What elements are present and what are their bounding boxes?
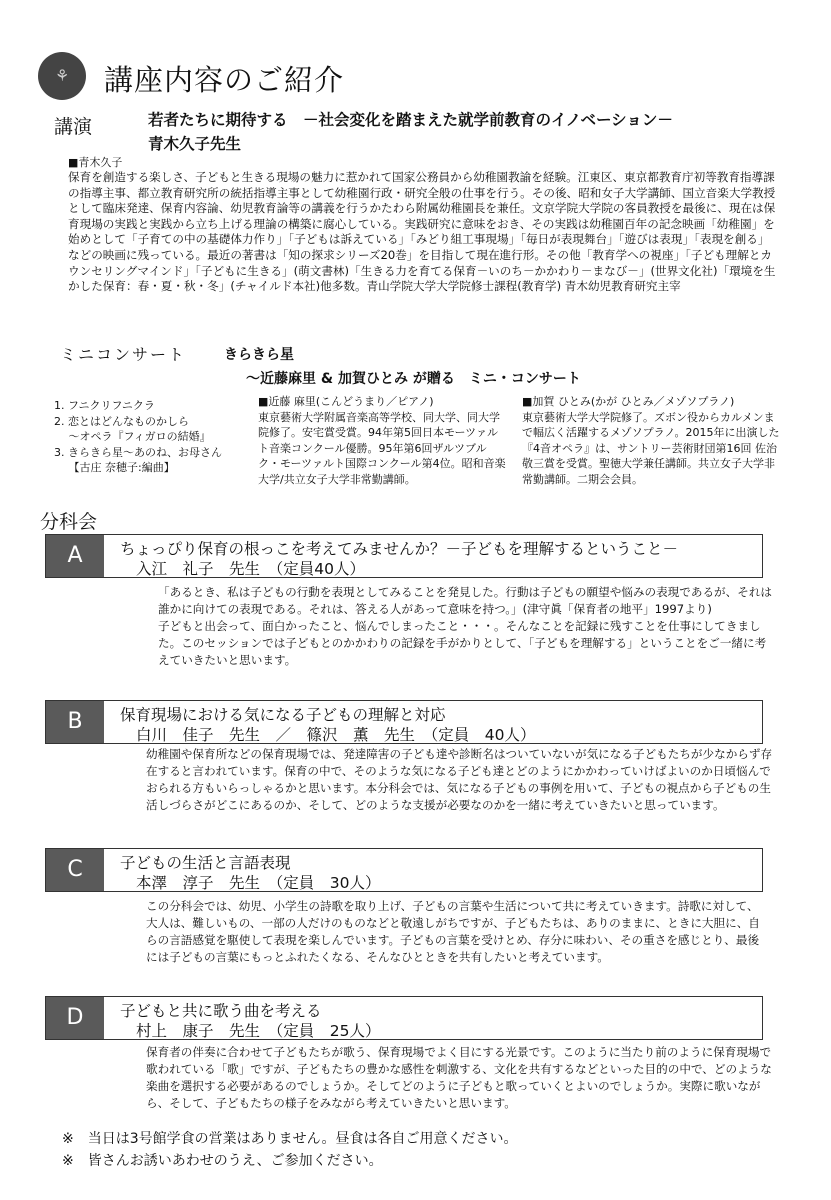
performer-mezzo	[522, 394, 784, 487]
concert-program	[54, 398, 254, 476]
sessions-label: 分科会	[40, 511, 98, 533]
program-item: ～オペラ『フィガロの結婚』	[54, 430, 211, 443]
program-item: 2. 恋とはどんなものかしら	[54, 414, 189, 428]
session-leader: 入江 礼子 先生 （定員40人）	[136, 560, 365, 578]
header-badge-icon: ⚘	[38, 52, 86, 100]
page-title: 講座内容のご紹介	[104, 63, 345, 97]
session-a-description: 「あるとき、私は子どもの行動を表現としてみることを発見した。行動は子どもの願望や悩みの表現であるが、それは誰かに向けての表現である。それは、答える人があって意味を持つ。」(津守眞「保育者の地平」1997より) 子どもと出会って、面白かったこと、悩んでしまったこと・・・。そんなことを記録に残すことを仕事にしてきました。このセッションでは子どもとのかかわりの記録を手がかりとして、「子どもを理解する」ということをご一緒に考えていきたいと思います。	[158, 585, 773, 667]
lecture-title: 若者たちに期待する －社会変化を踏まえた就学前教育のイノベーション－	[148, 111, 673, 129]
session-d-header	[45, 996, 763, 1040]
lecture-label: 講演	[54, 116, 93, 138]
concert-title: きらきら星	[224, 347, 294, 363]
note-invite: ※ 皆さんお誘いあわせのうえ、ご参加ください。	[62, 1153, 383, 1169]
session-b-description: 幼稚園や保育所などの保育現場では、発達障害の子ども達や診断名はついていないが気になる子どもたちが少なからず存在すると言われています。保育の中で、そのような気になる子ども達とどのようにかかわっていけばよいのか日頃悩んでおられる方もいらっしゃるかと思います。本分科会では、気になる子どもの事例を用いて、子どもの視点から子どもの生活しづらさがどこにあるのか、そして、どのような支援が必要なのかを一緒に考えていきたいと思っています。	[146, 747, 773, 812]
session-title: 子どもと共に歌う曲を考える	[120, 1002, 322, 1020]
lecture-speaker: 青木久子先生	[148, 135, 242, 153]
program-item: 【古庄 奈穂子:編曲】	[54, 461, 175, 474]
session-letter: A	[46, 535, 104, 577]
session-leader: 村上 康子 先生 （定員 25人）	[136, 1022, 381, 1040]
performer-bio: 東京藝術大学大学院修了。ズボン役からカルメンまで幅広く活躍するメゾソプラノ。2015年に出演した『4音オペラ』は、サントリー芸術財団第16回 佐治敬三賞を受賞。聖徳大学兼任講師。共立女子大学非常勤講師。二期会会員。	[522, 410, 780, 486]
session-b-header	[45, 700, 763, 744]
session-d-description: 保育者の伴奏に合わせて子どもたちが歌う、保育現場でよく目にする光景です。このように当たり前のように保育現場で歌われている「歌」ですが、子どもたちの豊かな感性を刺激する、文化を共有するなどといった目的の中で、どのような楽曲を選択する必要があるのでしょうか。そしてどのように子どもと歌っていくとよいのでしょうか。実際に歌いながら、そして、子どもたちの様子をみながら考えていきたいと思います。	[146, 1045, 772, 1110]
concert-subtitle: ～近藤麻里 & 加賀ひとみ が贈る ミニ・コンサート	[246, 371, 581, 387]
concert-label: ミニコンサート	[60, 345, 187, 364]
performer-heading: ■加賀 ひとみ(かが ひとみ／メゾソプラノ)	[522, 395, 735, 408]
program-item: 3. きらきら星～あのね、お母さん	[54, 445, 222, 459]
session-letter: D	[46, 997, 104, 1039]
session-a-header	[45, 534, 763, 578]
performer-bio: 東京藝術大学附属音楽高等学校、同大学、同大学院修了。安宅賞受賞。94年第5回日本モーツァルト音楽コンクール優勝。95年第6回ザルツブルク・モーツァルト国際コンクール第4位。昭和音楽大学/共立女子大学非常勤講師。	[258, 410, 506, 486]
session-title: 子どもの生活と言語表現	[120, 854, 291, 872]
session-letter: B	[46, 701, 104, 743]
session-c-header	[45, 848, 763, 892]
speaker-bio: 保育を創造する楽しさ、子どもと生きる現場の魅力に惹かれて国家公務員から幼稚園教諭を経験。江東区、東京都教育庁初等教育指導課の指導主事、都立教育研究所の統括指導主事として幼稚園行政・研究全般の仕事を行う。その後、昭和女子大学講師、国立音楽大学教授として臨床発達、保育内容論、幼児教育論等の講義を行うかたわら附属幼稚園長を兼任。文京学院大学院の客員教授を最後に、現在は保育現場の実践と実践から立ち上げる理論の構築に腐心している。実践研究に意味をおき、その実践は幼稚園百年の記念映画「幼稚園」を始めとして「子育ての中の基礎体力作り」「子どもは訴えている」「みどり組工事現場」「毎日が表現舞台」「遊びは表現」「表現を創る」などの映画に残っている。最近の著書は「知の探求シリーズ20巻」を目指して現在進行形。その他「教育学への視座」「子ども理解とカウンセリングマインド」「子どもに生きる」(萌文書林)「生きる力を育てる保育－いのち－かかわり－まなび－」(世界文化社)「環境を生かした保育：春・夏・秋・冬」(チャイルド本社)他多数。青山学院大学大学院修士課程(教育学) 青木幼児教育研究主宰	[68, 170, 776, 294]
note-lunch: ※ 当日は3号館学食の営業はありません。昼食は各自ご用意ください。	[62, 1131, 518, 1147]
session-leader: 白川 佳子 先生 ／ 篠沢 薫 先生 （定員 40人）	[136, 726, 536, 744]
session-letter: C	[46, 849, 104, 891]
session-title: ちょっぴり保育の根っこを考えてみませんか？－子どもを理解するということ－	[120, 540, 679, 558]
speaker-bio-heading: ■青木久子	[68, 156, 123, 169]
performer-heading: ■近藤 麻里(こんどうまり／ピアノ)	[258, 395, 434, 408]
session-title: 保育現場における気になる子どもの理解と対応	[120, 706, 446, 724]
performer-pianist	[258, 394, 506, 487]
session-leader: 本澤 淳子 先生 （定員 30人）	[136, 874, 381, 892]
program-item: 1. フニクリフニクラ	[54, 399, 155, 412]
session-c-description: この分科会では、幼児、小学生の詩歌を取り上げ、子どもの言葉や生活について共に考えていきます。詩歌に対して、大人は、難しいもの、一部の人だけのものなどと敬遠しがちですが、子どもたちは、ありのままに、ときに大胆に、自らの言語感覚を駆使して表現を楽しんでいます。子どもの言葉を受けとめ、存分に味わい、その重さを感じとり、最後には子どもの言葉にもっとふれたくなる、そんなひとときを共有したいと考えています。	[146, 899, 760, 964]
